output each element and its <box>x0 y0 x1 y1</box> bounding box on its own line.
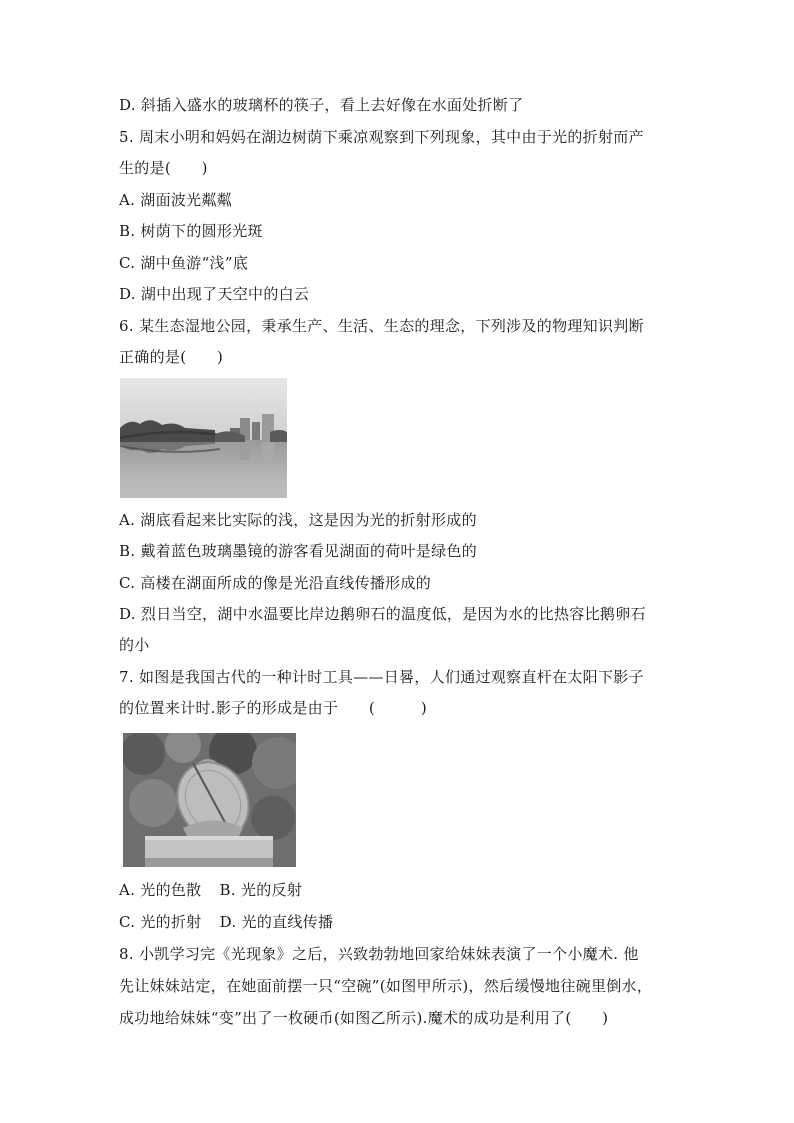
q8-line3: 成功地给妹妹“变”出了一枚硬币(如图乙所示).魔术的成功是利用了( ) <box>119 1009 609 1027</box>
q4-option-d: D. 斜插入盛水的玻璃杯的筷子，看上去好像在水面处折断了 <box>119 96 524 114</box>
q7-stem-line2: 的位置来计时.影子的形成是由于 ( ) <box>119 699 428 717</box>
q7-options-row1 <box>119 880 302 900</box>
q6-stem-line1: 6. 某生态湿地公园，秉承生产、生活、生态的理念，下列涉及的物理知识判断 <box>119 317 644 335</box>
q7-option-b: B. 光的反射 <box>219 881 303 899</box>
q5-option-c: C. 湖中鱼游“浅”底 <box>119 254 249 272</box>
q6-option-a: A. 湖底看起来比实际的浅，这是因为光的折射形成的 <box>119 511 477 529</box>
q6-option-b: B. 戴着蓝色玻璃墨镜的游客看见湖面的荷叶是绿色的 <box>119 542 478 560</box>
q6-option-d-line1: D. 烈日当空，湖中水温要比岸边鹅卵石的温度低，是因为水的比热容比鹅卵石 <box>119 605 646 623</box>
q5-option-b: B. 树荫下的圆形光斑 <box>119 222 263 240</box>
q8-line2: 先让妹妹站定，在她面前摆一只“空碗”(如图甲所示)，然后缓慢地往碗里倒水， <box>119 977 653 995</box>
q5-stem-line1: 5. 周末小明和妈妈在湖边树荫下乘凉观察到下列现象，其中由于光的折射而产 <box>119 128 644 146</box>
sundial-photo <box>123 733 296 867</box>
q7-option-d: D. 光的直线传播 <box>219 913 334 931</box>
wetland-park-photo <box>120 378 287 498</box>
q5-option-d: D. 湖中出现了天空中的白云 <box>119 285 310 303</box>
q7-stem-line1: 7. 如图是我国古代的一种计时工具——日晷，人们通过观察直杆在太阳下影子 <box>119 668 644 686</box>
q6-option-c: C. 高楼在湖面所成的像是光沿直线传播形成的 <box>119 574 432 592</box>
q5-option-a: A. 湖面波光粼粼 <box>119 191 233 209</box>
q6-option-d-line2: 的小 <box>119 636 150 654</box>
q7-options-row2 <box>119 912 333 932</box>
q8-line1: 8. 小凯学习完《光现象》之后，兴致勃勃地回家给妹妹表演了一个小魔术. 他 <box>119 945 639 963</box>
q7-option-a: A. 光的色散 <box>119 881 202 899</box>
q6-stem-line2: 正确的是( ) <box>119 348 224 366</box>
q5-stem-line2: 生的是( ) <box>119 159 208 177</box>
q7-option-c: C. 光的折射 <box>119 913 202 931</box>
